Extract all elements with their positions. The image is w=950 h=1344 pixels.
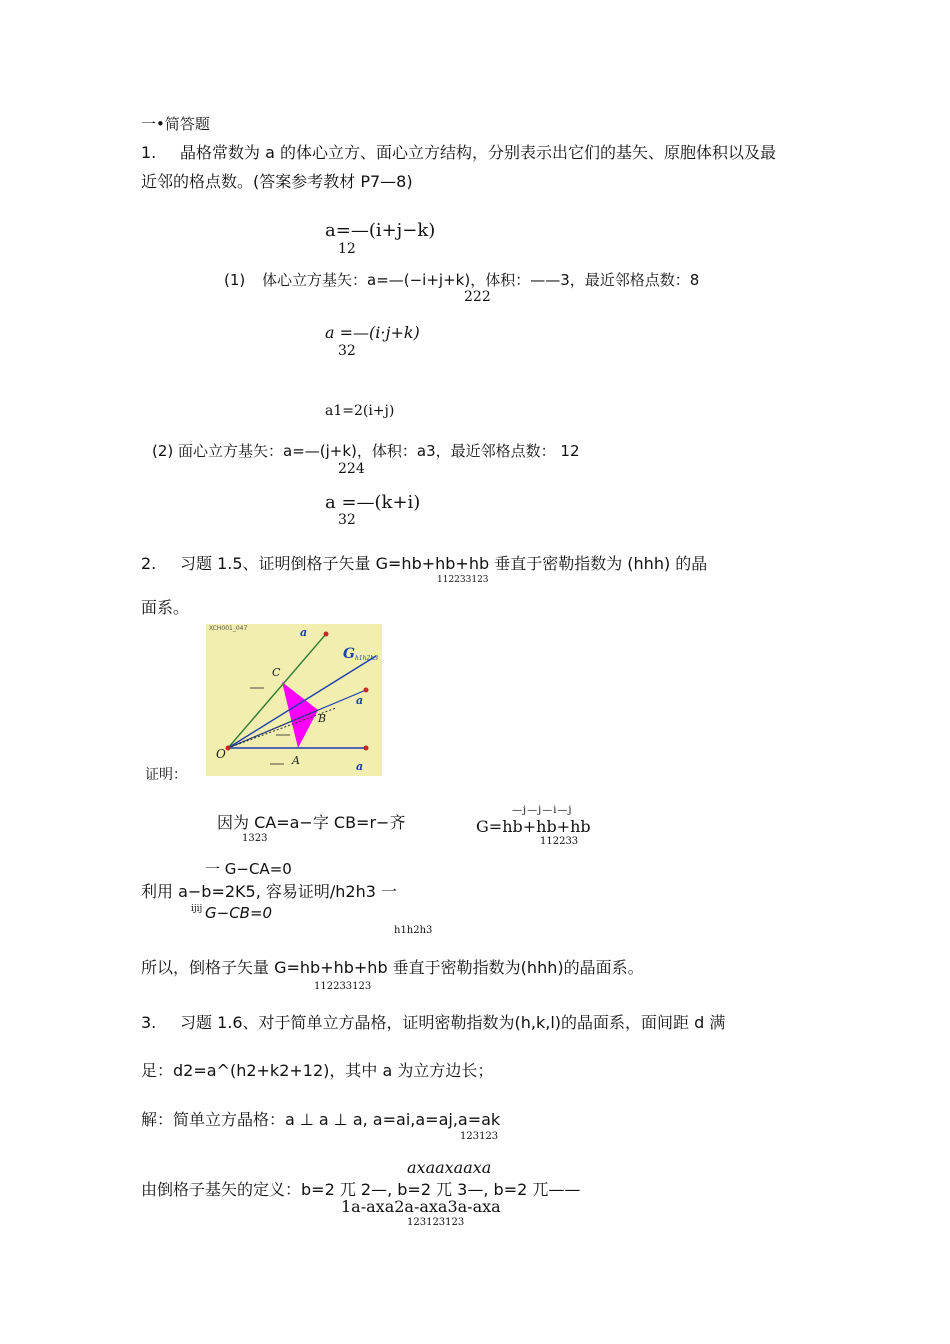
bcc-vector-a1: a=—(i+j−k) <box>325 220 436 241</box>
index-ijij: ijij <box>191 904 203 914</box>
fcc-vector-a1: a1=2(i+j) <box>325 403 395 419</box>
reciprocal-definition: 由倒格子基矢的定义：b=2 兀 2—, b=2 兀 3—, b=2 兀—— <box>141 1180 581 1199</box>
figure-caption: XCH001_047 <box>209 625 248 632</box>
cross-product-bottom: 1a-axa2a-axa3a-axa <box>341 1197 501 1216</box>
figure-drawing <box>206 624 382 776</box>
q2-text-line1: 习题 1.5、证明倒格子矢量 G=hb+hb+hb 垂直于密勒指数为 (hhh) 的晶 <box>180 554 708 573</box>
point-a1-tip <box>364 746 369 751</box>
fcc-vector-a3: a =—(k+i) <box>325 492 421 513</box>
point-origin <box>226 746 231 751</box>
label-C: C <box>272 666 281 679</box>
q3-solution-sub: 123123 <box>460 1131 499 1142</box>
label-G-sub: h1h2h3 <box>355 655 379 662</box>
label-a1: a <box>356 760 364 773</box>
label-A: A <box>292 754 300 767</box>
label-O: O <box>216 747 226 761</box>
reciprocal-lattice-figure <box>206 624 382 776</box>
proof-conclusion-sub: 112233123 <box>314 981 372 992</box>
proof-label: 证明： <box>145 767 187 783</box>
label-a3: a <box>300 626 308 639</box>
proof-use-line: 利用 a−b=2K5, 容易证明/h2h3 一 <box>141 882 398 901</box>
proof-conclusion: 所以，倒格子矢量 G=hb+hb+hb 垂直于密勒指数为(hhh)的晶面系。 <box>141 958 644 977</box>
bcc-vector-a3-sub: 32 <box>338 343 356 359</box>
q1-text-line1: 晶格常数为 a 的体心立方、面心立方结构，分别表示出它们的基矢、原胞体积以及最 <box>180 143 776 162</box>
label-B: B <box>318 712 327 725</box>
equation-G-CA: 一 G−CA=0 <box>205 860 292 878</box>
q3-number: 3. <box>141 1013 157 1032</box>
g-expression-sub: 112233 <box>540 836 579 847</box>
bcc-vector-a3: a =—(i·j+k) <box>325 323 420 342</box>
cross-product-bottom-sub: 123123123 <box>407 1217 465 1228</box>
bcc-label: (1) <box>224 271 246 289</box>
index-h1h2h3: h1h2h3 <box>394 925 433 936</box>
g-expression: G=hb+hb+hb <box>476 817 591 836</box>
point-a2-tip <box>364 688 369 693</box>
label-a2: a <box>356 694 364 707</box>
proof-because: 因为 CA=a−字 CB=r−齐 <box>217 813 406 832</box>
bcc-basis-sub: 222 <box>464 289 491 305</box>
q2-number: 2. <box>141 554 157 573</box>
fcc-basis-text: (2) 面心立方基矢：a=—(j+k)，体积：a3，最近邻格点数： 12 <box>152 442 580 460</box>
vector-a3-line <box>228 634 326 748</box>
point-a3-tip <box>324 632 329 637</box>
bcc-basis-text: 体心立方基矢：a=—(−i+j+k)，体积：——3，最近邻格点数：8 <box>262 271 700 289</box>
q2-text-line1-sub: 112233123 <box>437 575 489 585</box>
cross-product-top: axaaxaaxa <box>407 1158 492 1177</box>
fcc-vector-a3-sub: 32 <box>338 512 356 528</box>
q3-text-line2: 足：d2=a^(h2+k2+12)，其中 a 为立方边长； <box>141 1061 494 1080</box>
q3-solution: 解：简单立方晶格：a ⊥ a ⊥ a, a=ai,a=aj,a=ak <box>141 1110 501 1129</box>
g-overline-marks: —j—j—i—j <box>512 805 573 816</box>
bcc-vector-a1-sub: 12 <box>338 241 356 257</box>
q3-text-line1: 习题 1.6、对于简单立方晶格，证明密勒指数为(h,k,l)的晶面系，面间距 d 满 <box>180 1013 726 1032</box>
q1-text-line2: 近邻的格点数。(答案参考教材 P7—8) <box>141 172 413 191</box>
q2-text-line2: 面系。 <box>141 598 190 617</box>
section-title: 一•简答题 <box>141 115 210 133</box>
fcc-basis-sub: 224 <box>338 461 365 477</box>
q1-number: 1. <box>141 143 157 162</box>
plane-triangle <box>282 682 318 748</box>
equation-G-CB: G−CB=0 <box>205 904 273 922</box>
label-G: G <box>343 646 355 662</box>
proof-because-sub: 1323 <box>242 833 268 844</box>
